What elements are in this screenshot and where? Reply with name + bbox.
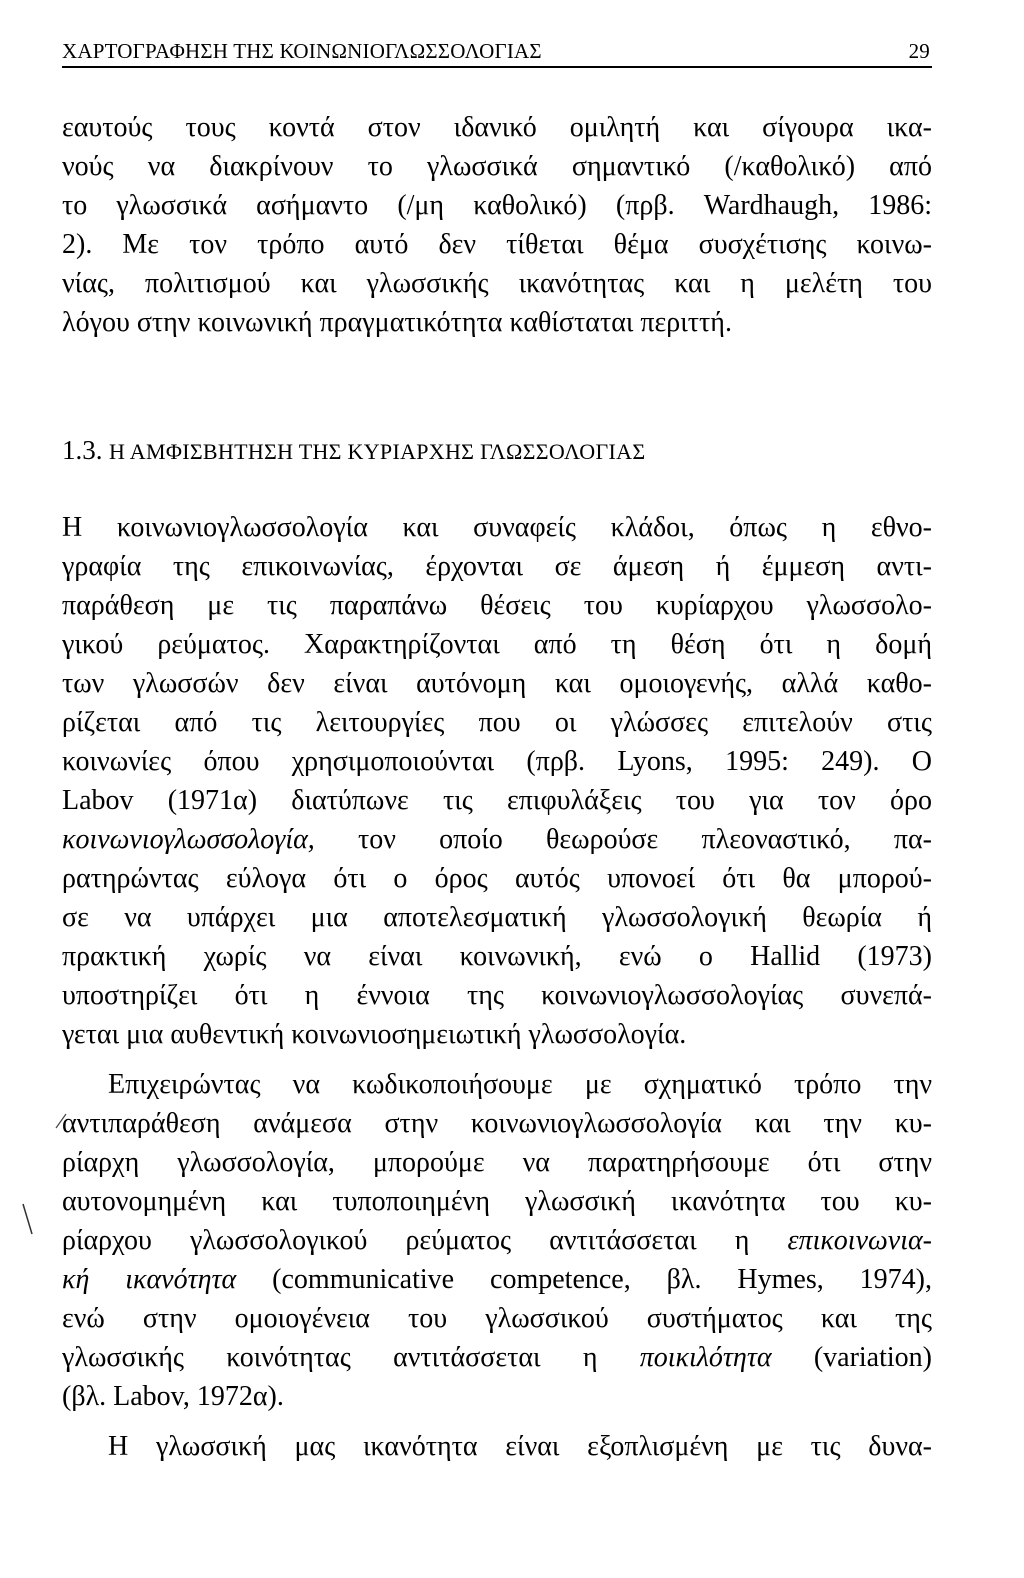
text-line: αυτονομημένη και τυποποιημένη γλωσσική ικανότητα του κυ- <box>62 1186 932 1217</box>
text-span: (communicative competence, βλ. Hymes, 1974), <box>236 1264 932 1295</box>
text-line: Επιχειρώντας να κωδικοποιήσουμε με σχηματικό τρόπο την <box>108 1069 932 1100</box>
text-line: νούς να διακρίνουν το γλωσσικά σημαντικό (/καθολικό) από <box>62 151 932 182</box>
text-span: γλωσσικής κοινότητας αντιτάσσεται η <box>62 1342 640 1373</box>
section-heading <box>62 432 645 470</box>
section-title: Η ΑΜΦΙΣΒΗΤΗΣΗ ΤΗΣ ΚΥΡΙΑΡΧΗΣ ΓΛΩΣΣΟΛΟΓΙΑΣ <box>109 439 646 464</box>
margin-pencil-mark <box>52 1112 68 1132</box>
text-span: τον οποίο θεωρούσε πλεοναστικό, πα- <box>314 824 932 855</box>
text-line: γεται μια αυθεντική κοινωνιοσημειωτική γλωσσολογία. <box>62 1019 687 1050</box>
text-line: Labov (1971α) διατύπωνε τις επιφυλάξεις του για τον όρο <box>62 785 932 816</box>
text-line: πρακτική χωρίς να είναι κοινωνική, ενώ ο Hallid (1973) <box>62 941 932 972</box>
running-header-title: ΧΑΡΤΟΓΡΑΦΗΣΗ ΤΗΣ ΚΟΙΝΩΝΙΟΓΛΩΣΣΟΛΟΓΙΑΣ <box>62 39 542 63</box>
page-number: 29 <box>908 39 930 63</box>
text-span: (variation) <box>771 1342 932 1373</box>
text-line: Η κοινωνιογλωσσολογία και συναφείς κλάδοι, όπως η εθνο- <box>62 512 932 543</box>
text-line <box>62 1223 932 1259</box>
text-line: κοινωνίες όπου χρησιμοποιούνται (πρβ. Lyons, 1995: 249). Ο <box>62 746 932 777</box>
text-line: παράθεση με τις παραπάνω θέσεις του κυρίαρχου γλωσσολο- <box>62 590 932 621</box>
text-line: των γλωσσών δεν είναι αυτόνομη και ομοιογενής, αλλά καθο- <box>62 668 932 699</box>
italic-term: κοινωνιογλωσσολογία, <box>62 824 315 855</box>
text-line: ρίζεται από τις λειτουργίες που οι γλώσσες επιτελούν στις <box>62 707 932 738</box>
text-line: γικού ρεύματος. Χαρακτηρίζονται από τη θέση ότι η δομή <box>62 629 932 660</box>
italic-term: κή ικανότητα <box>62 1264 237 1295</box>
text-line <box>62 1340 932 1376</box>
text-line <box>62 822 932 858</box>
italic-term: επικοινωνια- <box>787 1225 932 1256</box>
text-line: εαυτούς τους κοντά στον ιδανικό ομιλητή και σίγουρα ικα- <box>62 112 932 143</box>
text-line: (βλ. Labov, 1972α). <box>62 1381 284 1412</box>
margin-pencil-mark <box>20 1200 36 1240</box>
text-line <box>62 1262 932 1298</box>
text-line: 2). Με τον τρόπο αυτό δεν τίθεται θέμα συσχέτισης κοινω- <box>62 229 932 260</box>
text-line: νίας, πολιτισμού και γλωσσικής ικανότητας και η μελέτη του <box>62 268 932 299</box>
text-line: γραφία της επικοινωνίας, έρχονται σε άμεση ή έμμεση αντι- <box>62 551 932 582</box>
text-span: ρίαρχου γλωσσολογικού ρεύματος αντιτάσσεται η <box>62 1225 788 1256</box>
text-line: ρατηρώντας εύλογα ότι ο όρος αυτός υπονοεί ότι θα μπορού- <box>62 863 932 894</box>
text-line: αντιπαράθεση ανάμεσα στην κοινωνιογλωσσολογία και την κυ- <box>62 1108 932 1139</box>
text-line: υποστηρίζει ότι η έννοια της κοινωνιογλωσσολογίας συνεπά- <box>62 980 932 1011</box>
text-line: σε να υπάρχει μια αποτελεσματική γλωσσολογική θεωρία ή <box>62 902 932 933</box>
text-line: το γλωσσικά ασήμαντο (/μη καθολικό) (πρβ. Wardhaugh, 1986: <box>62 190 932 221</box>
text-line: ρίαρχη γλωσσολογία, μπορούμε να παρατηρήσουμε ότι στην <box>62 1147 932 1178</box>
running-header <box>62 38 932 68</box>
text-line: Η γλωσσική μας ικανότητα είναι εξοπλισμένη με τις δυνα- <box>108 1431 932 1462</box>
italic-term: ποικιλότητα <box>639 1342 772 1373</box>
text-line: λόγου στην κοινωνική πραγματικότητα καθίσταται περιττή. <box>62 307 732 338</box>
section-number: 1.3. <box>62 435 103 465</box>
text-line: ενώ στην ομοιογένεια του γλωσσικού συστήματος και της <box>62 1303 932 1334</box>
